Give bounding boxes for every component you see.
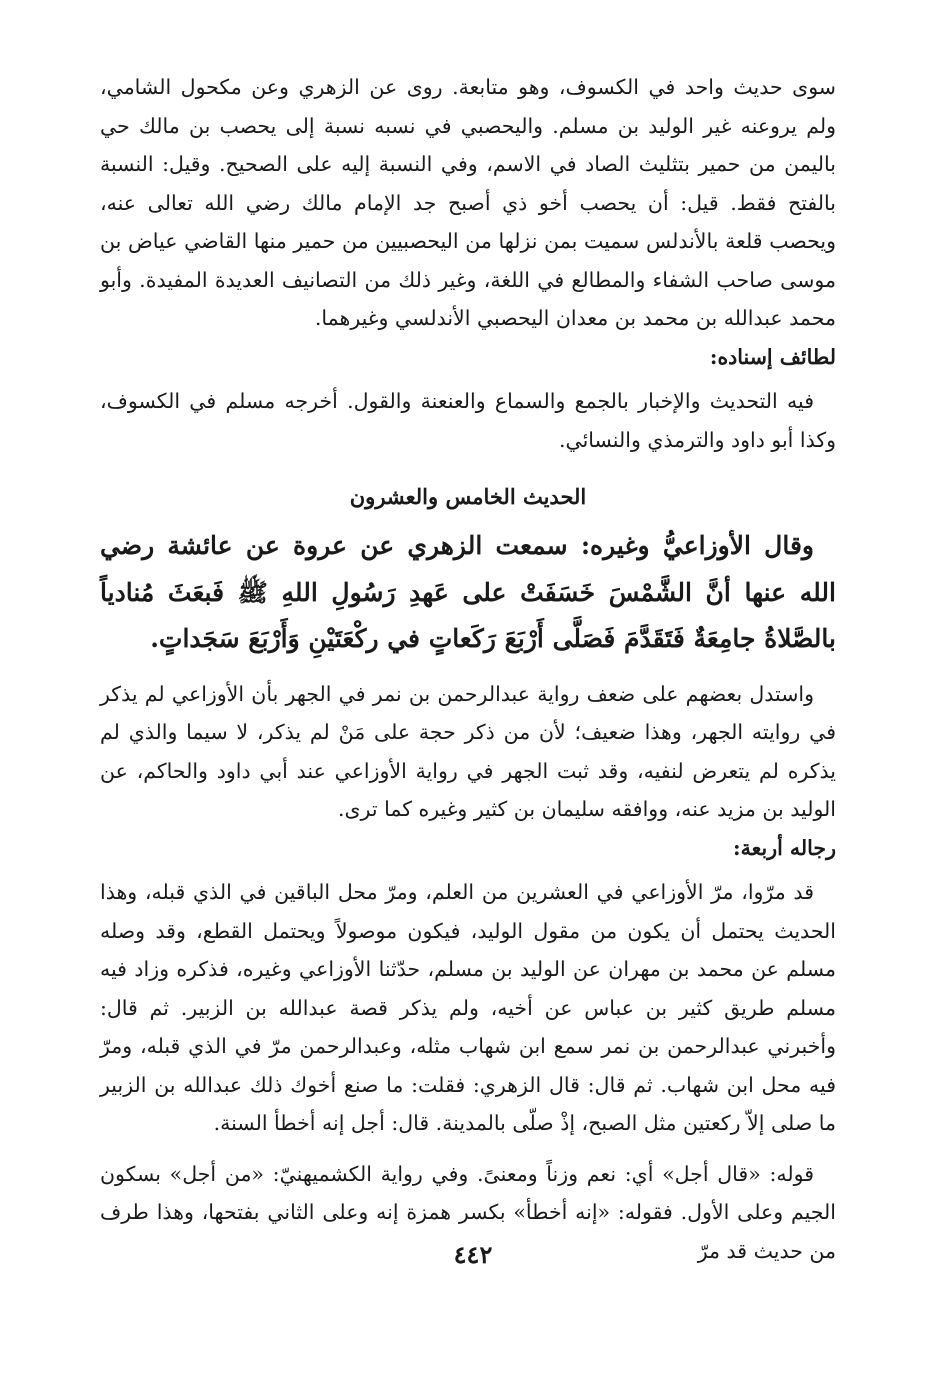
paragraph-rijal: قد مرّوا، مرّ الأوزاعي في العشرين من العلم، ومرّ محل الباقين في الذي قبله، وهذا الحديث يحتمل أن يكون من مقول الوليد، فيكون موصولاً ويحتمل القطع، وقد وصله مسلم عن محمد بن مهران عن الوليد بن مسلم، حدّثنا الأوزاعي وغيره، فذكره وزاد فيه مسلم طريق كثير بن عباس عن أخيه، ولم يذكر قصة عبدالله بن الزبير. ثم قال: وأخبرني عبدالرحمن بن نمر سمع ابن شهاب مثله، وعبدالرحمن مرّ في الذي قبله، ومرّ فيه محل ابن شهاب. ثم قال: قال الزهري: فقلت: ما صنع أخوك ذلك عبدالله بن الزبير ما صلى إلاّ ركعتين مثل الصبح، إذْ صلّى بالمدينة. قال: أجل إنه أخطأ السنة.	[100, 880, 836, 1135]
section-heading-rijal: رجاله أربعة:	[733, 835, 836, 860]
section-heading-lataif: لطائف إسناده:	[709, 344, 836, 369]
paragraph-istadal: واستدل بعضهم على ضعف رواية عبدالرحمن بن نمر في الجهر بأن الأوزاعي لم يذكر في روايته الجهر، وهذا ضعيف؛ لأن من ذكر حجة على مَنْ لم يذكر، لا سيما والذي لم يذكره لم يتعرض لنفيه، وقد ثبت الجهر في رواية الأوزاعي عند أبي داود والحاكم، عن الوليد بن مزيد عنه، ووافقه سليمان بن كثير وغيره كما ترى.	[100, 681, 836, 821]
paragraph-lataif: فيه التحديث والإخبار بالجمع والسماع والعنعنة والقول. أخرجه مسلم في الكسوف، وكذا أبو داود والترمذي والنسائي.	[100, 389, 836, 452]
paragraph-qawluh: قوله: «قال أجل» أي: نعم وزناً ومعنىً. وفي رواية الكشميهنيّ: «من أجل» بسكون الجيم وعلى الأول. فقوله: «إنه أخطأ» بكسر همزة إنه وعلى الثاني بفتحها، وهذا طرف من حديث قد مرّ	[100, 1161, 836, 1263]
hadith-title: الحديث الخامس والعشرون	[349, 484, 587, 509]
hadith-text: وقال الأوزاعيُّ وغيره: سمعت الزهري عن عروة عن عائشة رضي الله عنها أنَّ الشَّمْسَ خَسَفَتْ على عَهدِ رَسُولِ اللهِ ﷺ فَبعَثَ مُنادياً بالصَّلاةُ جامِعَةٌ فَتَقَدَّمَ فَصَلَّى أَرْبَعَ رَكَعاتٍ في ركْعَتَيْنِ وَأَرْبَعَ سَجَداتٍ.	[100, 531, 836, 653]
page-body	[100, 68, 836, 1270]
paragraph-narrator-bio: سوى حديث واحد في الكسوف، وهو متابعة. روى عن الزهري وعن مكحول الشامي، ولم يروعنه غير الوليد بن مسلم. واليحصبي في نسبه نسبة إلى يحصب بن مالك حي باليمن من حمير بتثليث الصاد في الاسم، وفي النسبة إليه على الصحيح. وقيل: النسبة بالفتح فقط. قيل: أن يحصب أخو ذي أصبح جد الإمام مالك رضي الله تعالى عنه، ويحصب قلعة بالأندلس سميت بمن نزلها من اليحصبيين من حمير منها القاضي عياض بن موسى صاحب الشفاء والمطالع في اللغة، وغير ذلك من التصانيف العديدة المفيدة. وأبو محمد عبدالله بن محمد بن معدان اليحصبي الأندلسي وغيرهما.	[100, 75, 836, 330]
page-number: ٤٤٢	[453, 1240, 493, 1269]
